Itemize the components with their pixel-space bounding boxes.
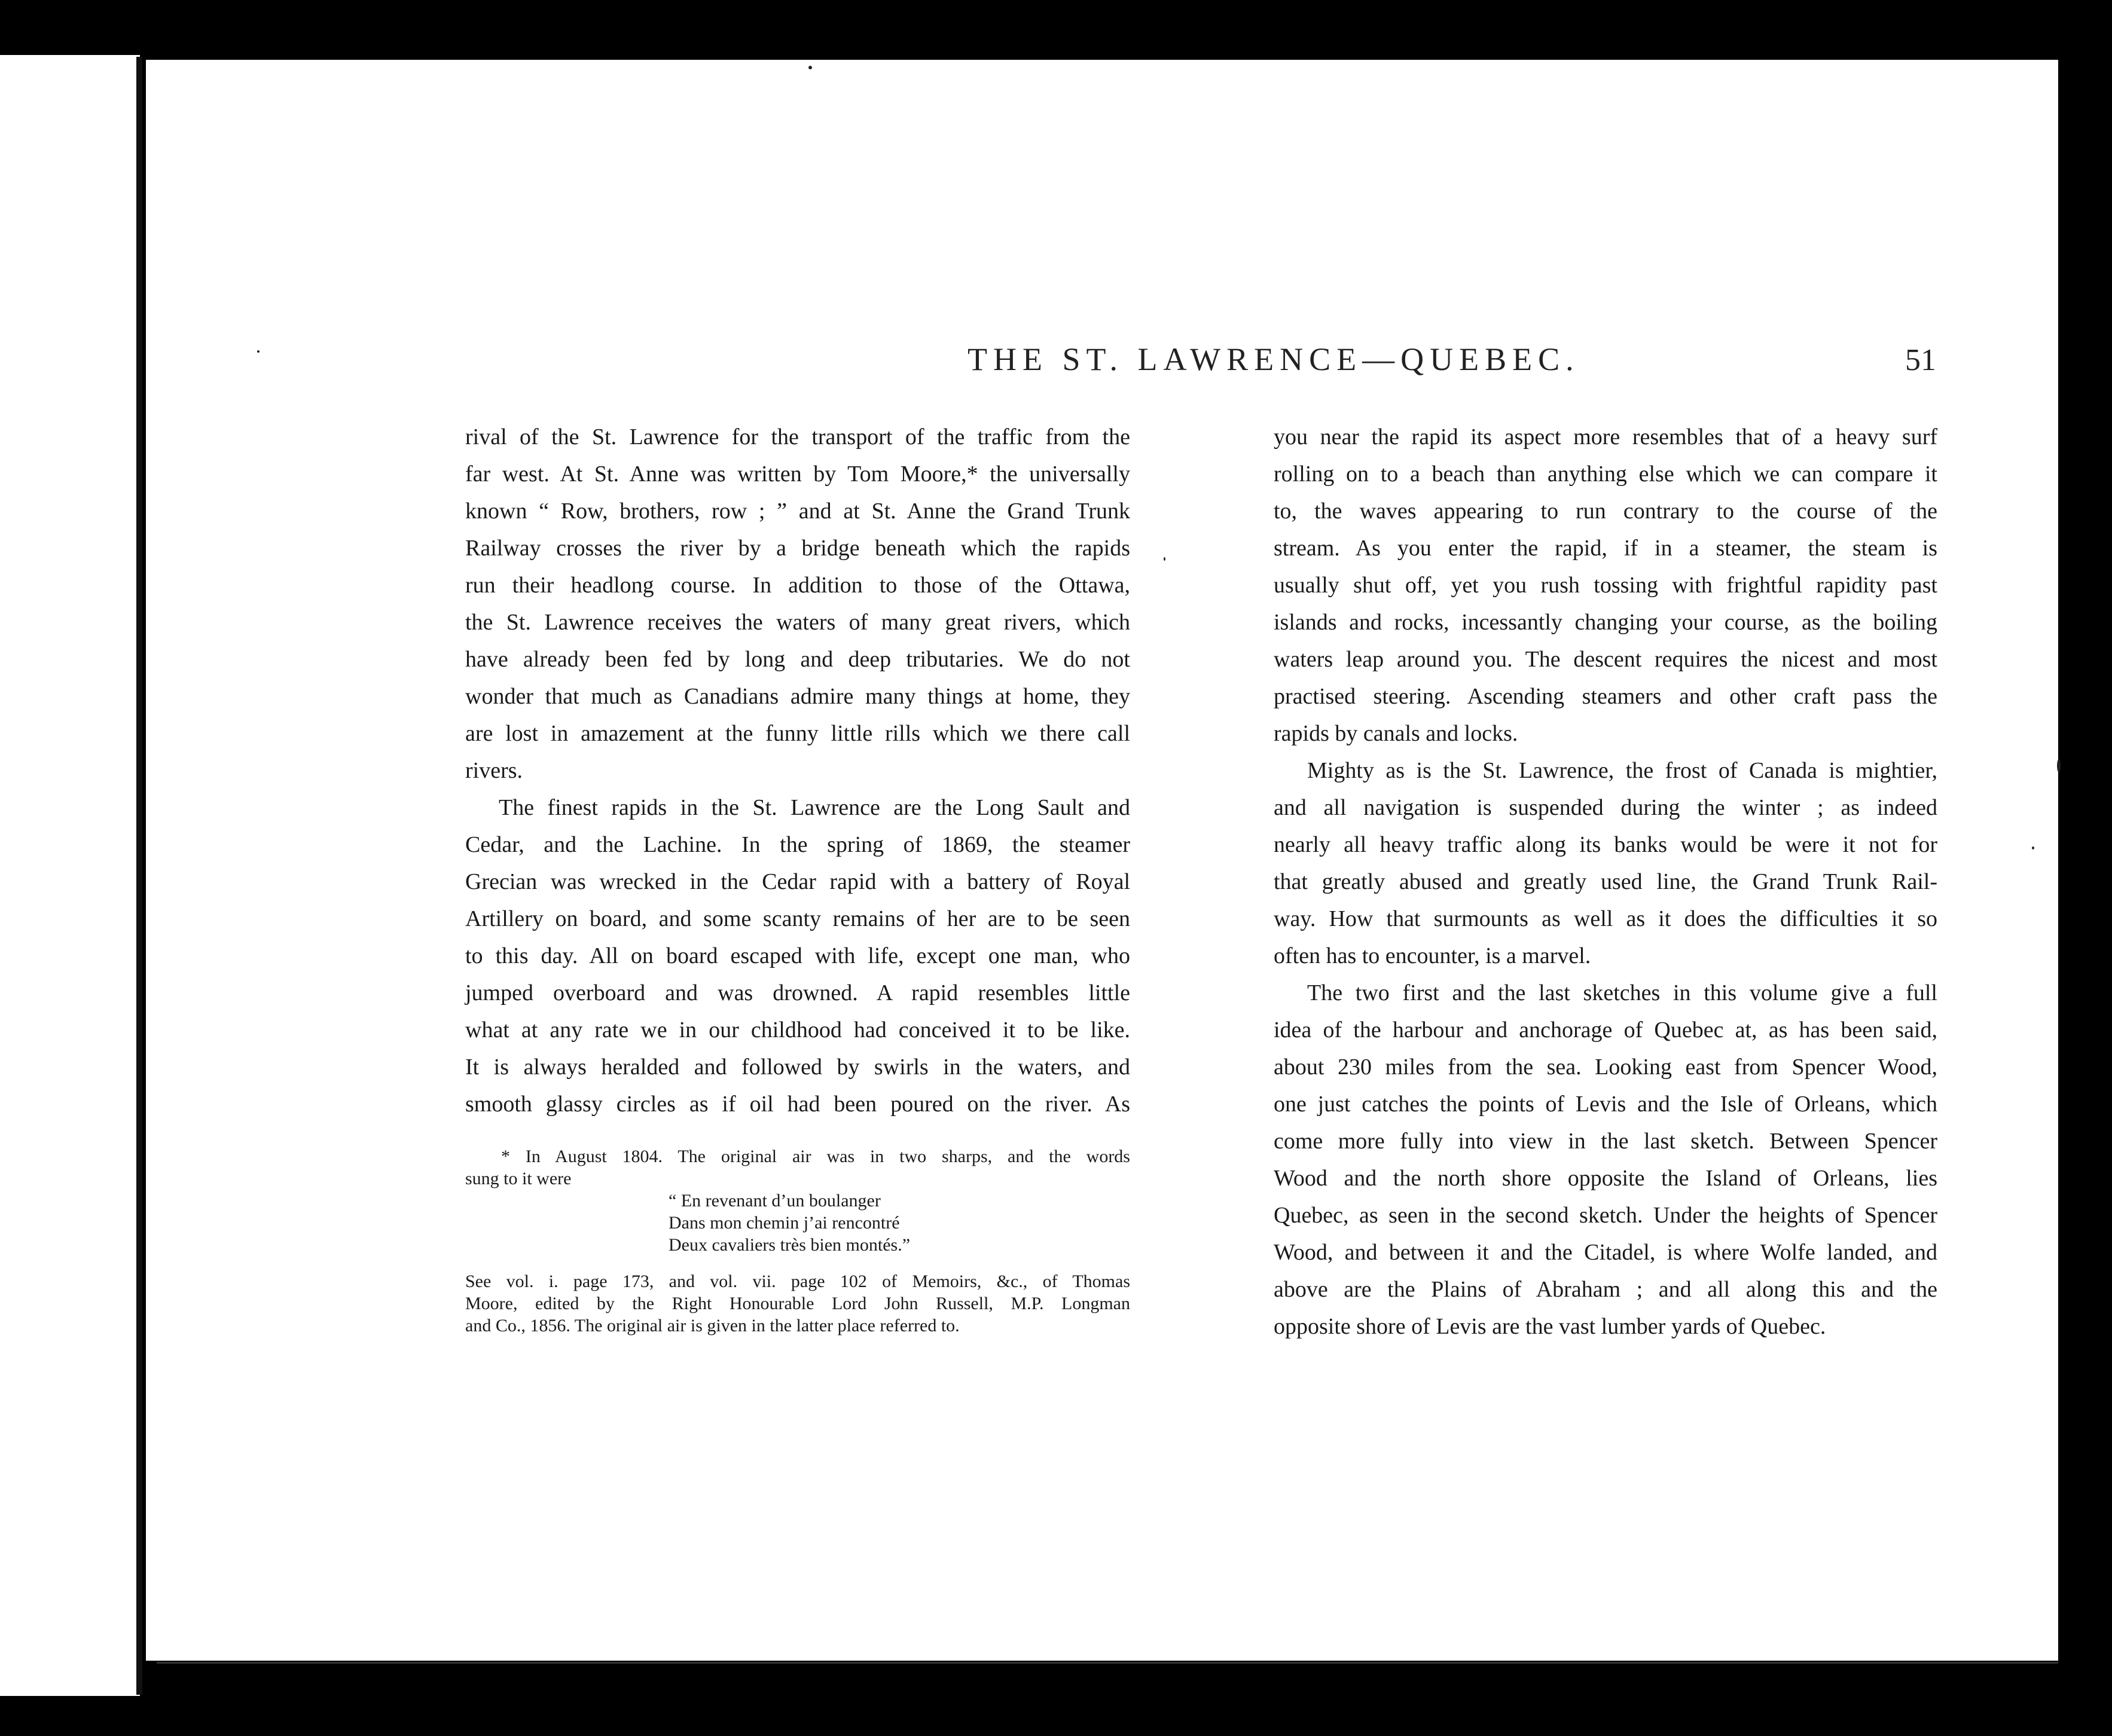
text-line: rapids by canals and locks. [1274,721,1518,746]
text-line: Wood, and between it and the Citadel, is where Wolfe landed, and [1274,1240,1937,1265]
text-line: have already been fed by long and deep tributaries. We do not [465,647,1130,672]
running-title: THE ST. LAWRENCE—QUEBEC. [968,341,1580,377]
text-line: what at any rate we in our childhood had conceived it to be like. [465,1017,1130,1043]
binding-shadow [136,57,142,1695]
text-line: come more fully into view in the last sketch. Between Spencer [1274,1129,1937,1154]
footnote-reference-line: and Co., 1856. The original air is given in the latter place referred to. [465,1316,960,1335]
text-line: smooth glassy circles as if oil had been poured on the river. As [465,1092,1130,1117]
left-text-column [465,418,1130,1123]
text-line: idea of the harbour and anchorage of Quebec at, as has been said, [1274,1017,1937,1043]
text-line: the St. Lawrence receives the waters of many great rivers, which [465,610,1130,635]
scan-speck [808,66,812,69]
text-line: Artillery on board, and some scanty remains of her are to be seen [465,906,1130,931]
scan-speck [257,350,260,353]
text-line: nearly all heavy traffic along its banks would be were it not for [1274,832,1937,857]
text-line: jumped overboard and was drowned. A rapid resembles little [465,980,1130,1005]
footnote [465,1145,1130,1337]
verse-line: Deux cavaliers très bien montés.” [669,1235,911,1255]
text-line: islands and rocks, incessantly changing your course, as the boiling [1274,610,1937,635]
footnote-reference-line: Moore, edited by the Right Honourable Lord John Russell, M.P. Longman [465,1294,1130,1313]
text-line: one just catches the points of Levis and the Isle of Orleans, which [1274,1092,1937,1117]
text-line: The finest rapids in the St. Lawrence are the Long Sault and [499,795,1130,820]
text-line: It is always heralded and followed by swirls in the waters, and [465,1055,1130,1080]
text-line: often has to encounter, is a marvel. [1274,943,1591,968]
text-line: Wood and the north shore opposite the Island of Orleans, lies [1274,1166,1937,1191]
text-line: Grecian was wrecked in the Cedar rapid with a battery of Royal [465,869,1130,894]
right-text-column [1274,418,1937,1345]
text-line: waters leap around you. The descent requires the nicest and most [1274,647,1937,672]
text-line: way. How that surmounts as well as it does the difficulties it so [1274,906,1937,931]
text-line: rival of the St. Lawrence for the transport of the traffic from the [465,424,1130,450]
text-line: known “ Row, brothers, row ; ” and at St. Anne the Grand Trunk [465,499,1130,524]
text-line: far west. At St. Anne was written by Tom Moore,* the universally [465,461,1130,487]
text-line: usually shut off, yet you rush tossing with frightful rapidity past [1274,573,1937,598]
footnote-line: * In August 1804. The original air was in two sharps, and the words [501,1147,1130,1166]
text-line: that greatly abused and greatly used line, the Grand Trunk Rail- [1274,869,1937,894]
scan-speck [1164,557,1165,561]
text-line: run their headlong course. In addition to those of the Ottawa, [465,573,1130,598]
page-bottom-edge [157,1662,2058,1664]
verse-line: “ En revenant d’un boulanger [669,1191,881,1211]
footnote-line: sung to it were [465,1169,572,1188]
text-line: wonder that much as Canadians admire many things at home, they [465,684,1130,709]
text-line: and all navigation is suspended during the winter ; as indeed [1274,795,1937,820]
scan-speck [2032,846,2034,849]
text-line: about 230 miles from the sea. Looking east from Spencer Wood, [1274,1055,1937,1080]
text-line: practised steering. Ascending steamers and other craft pass the [1274,684,1937,709]
text-line: The two first and the last sketches in this volume give a full [1307,980,1937,1005]
text-line: rivers. [465,758,523,783]
text-line: opposite shore of Levis are the vast lumber yards of Quebec. [1274,1314,1826,1339]
text-line: Mighty as is the St. Lawrence, the frost of Canada is mightier, [1307,758,1937,783]
footnote-reference-line: See vol. i. page 173, and vol. vii. page 102 of Memoirs, &c., of Thomas [465,1272,1130,1291]
text-line: to, the waves appearing to run contrary to the course of the [1274,499,1937,524]
verse-line: Dans mon chemin j’ai rencontré [669,1213,900,1233]
text-line: Railway crosses the river by a bridge beneath which the rapids [465,536,1130,561]
scan-speck [2057,759,2061,772]
text-line: are lost in amazement at the funny little rills which we there call [465,721,1130,746]
text-line: stream. As you enter the rapid, if in a steamer, the steam is [1274,536,1937,561]
page-number: 51 [1905,343,1936,377]
text-line: Quebec, as seen in the second sketch. Under the heights of Spencer [1274,1203,1937,1228]
text-line: to this day. All on board escaped with life, except one man, who [465,943,1130,968]
text-line: above are the Plains of Abraham ; and all along this and the [1274,1277,1937,1302]
previous-page-edge [0,55,140,1696]
text-line: you near the rapid its aspect more resembles that of a heavy surf [1274,424,1937,450]
text-line: Cedar, and the Lachine. In the spring of 1869, the steamer [465,832,1130,857]
text-line: rolling on to a beach than anything else which we can compare it [1274,461,1937,487]
